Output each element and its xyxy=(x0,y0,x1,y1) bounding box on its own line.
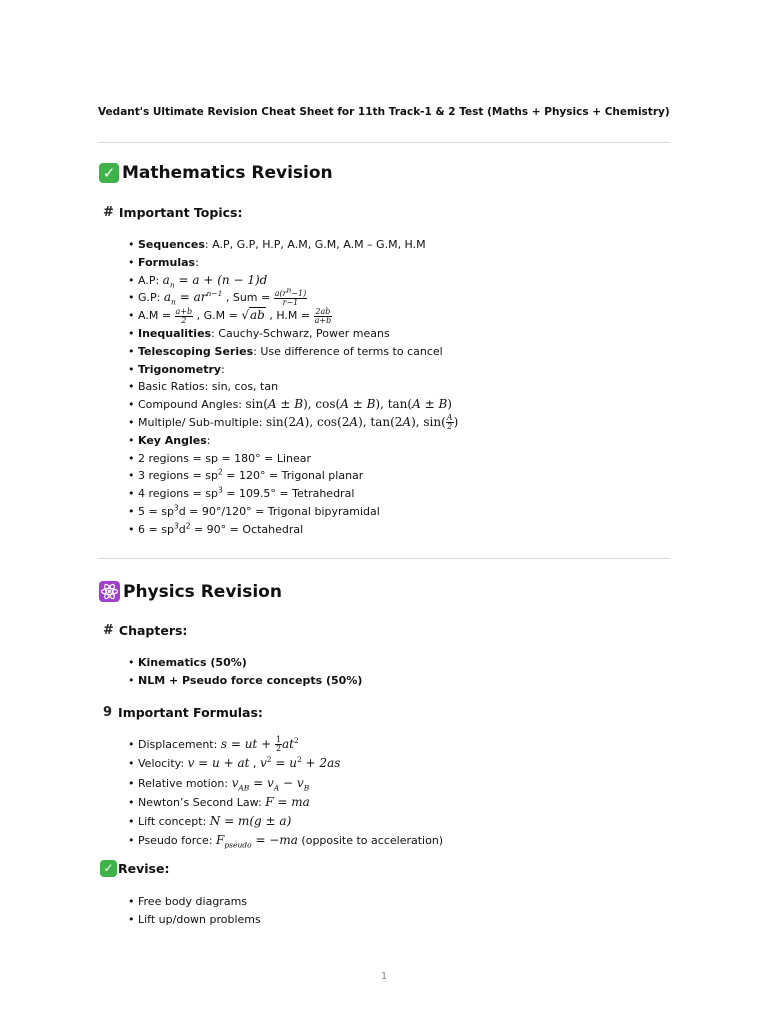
physics-chapters-heading-text: Chapters: xyxy=(118,623,188,638)
pseudo-formula: $F_{pseudo} = -ma$ xyxy=(216,833,298,850)
list-item: • A.P: $a_n = a + (n - 1)d$ xyxy=(128,272,458,290)
revise-heading xyxy=(100,860,169,877)
physics-heading xyxy=(99,581,282,602)
list-item: • Trigonometry: xyxy=(128,361,458,379)
math-topics-heading-text: Important Topics: xyxy=(118,205,243,220)
atom-icon xyxy=(99,581,120,602)
gp-formula: $a_n = ar^{n-1}$ xyxy=(163,289,223,307)
am-fraction: $\frac{a+b}{2}$ xyxy=(175,306,193,325)
math-topics-heading xyxy=(103,205,242,220)
newton-formula: F = ma xyxy=(265,794,310,809)
physics-formulas-heading xyxy=(103,705,263,720)
displacement-formula: s = ut + $\frac{1}{2}$ $at^2$ xyxy=(220,735,299,753)
list-item: • Free body diagrams xyxy=(128,893,261,911)
math-heading xyxy=(99,163,333,183)
list-item: • Sequences: A.P, G.P, H.P, A.M, G.M, A.M – G.M, H.M xyxy=(128,236,458,254)
list-item: • 2 regions = sp = 180° = Linear xyxy=(128,450,458,468)
physics-formulas-heading-text: Important Formulas: xyxy=(118,705,263,720)
document-title: Vedant's Ultimate Revision Cheat Sheet for 11th Track-1 & 2 Test (Maths + Physics + Chemistry) xyxy=(98,106,670,118)
list-item: • NLM + Pseudo force concepts (50%) xyxy=(128,672,362,690)
gm-formula: √ab xyxy=(241,308,265,323)
list-item: • 4 regions = $sp^3 = 109.5^\circ$ = Tetrahedral xyxy=(128,485,458,503)
list-item: • G.P: $a_n = ar^{n-1}$ , Sum = $\frac{a(r^n-1)}{r-1}$ xyxy=(128,289,458,307)
list-item: • Compound Angles: sin(A ± B), cos(A ± B), tan(A ± B) xyxy=(128,396,458,414)
compound-formula: sin(A ± B), cos(A ± B), tan(A ± B) xyxy=(245,397,452,412)
list-item: • Velocity: v = u + at , $v^2 = u^2 + 2as$ xyxy=(128,754,443,773)
list-item: • A.M = $\frac{a+b}{2}$ , G.M = √ab , H.M = $\frac{2ab}{a+b}$ xyxy=(128,307,458,325)
list-item: • Telescoping Series: Use difference of terms to cancel xyxy=(128,343,458,361)
revise-list xyxy=(128,893,261,929)
relative-formula: $v_{AB} = v_A - v_B$ xyxy=(231,775,310,792)
divider xyxy=(98,558,670,559)
hash-icon: # xyxy=(103,623,114,638)
physics-chapters-list xyxy=(128,654,362,690)
page-number: 1 xyxy=(380,971,388,982)
multiple-formula: sin(2A), cos(2A), tan(2A), sin( $\frac{A}{2}$ ) xyxy=(265,412,459,431)
list-item: • Formulas: xyxy=(128,254,458,272)
check-mark-icon: ✓ xyxy=(100,860,117,877)
physics-chapters-heading xyxy=(103,623,187,638)
hash-icon: # xyxy=(103,205,114,220)
list-item: • Pseudo force: $F_{pseudo} = -ma$ (opposite to acceleration) xyxy=(128,831,443,850)
math-heading-text: Mathematics Revision xyxy=(122,163,333,183)
list-item: • 3 regions = $sp^2 = 120^\circ$ = Trigonal planar xyxy=(128,467,458,485)
list-item: • Basic Ratios: sin, cos, tan xyxy=(128,378,458,396)
list-item: • Newton’s Second Law: F = ma xyxy=(128,793,443,812)
velocity-formula-1: v = u + at xyxy=(187,756,250,771)
list-item: • $6 = sp^3d^2 = 90^\circ$ = Octahedral xyxy=(128,521,458,539)
list-item: • Multiple/ Sub-multiple: sin(2A), cos(2A), tan(2A), sin( $\frac{A}{2}$ ) xyxy=(128,414,458,432)
physics-formulas-list xyxy=(128,735,443,851)
hm-fraction: $\frac{2ab}{a+b}$ xyxy=(314,306,332,325)
ap-formula: $a_n = a + (n - 1)d$ xyxy=(162,272,268,289)
list-item: • Relative motion: $v_{AB} = v_A - v_B$ xyxy=(128,774,443,793)
list-item: • Displacement: s = ut + $\frac{1}{2}$ $at^2$ xyxy=(128,735,443,754)
list-item: • Key Angles: xyxy=(128,432,458,450)
list-item: • Kinematics (50%) xyxy=(128,654,362,672)
gp-sum-fraction: $\frac{a(r^n-1)}{r-1}$ xyxy=(274,285,307,307)
check-mark-icon: ✓ xyxy=(99,163,119,183)
physics-heading-text: Physics Revision xyxy=(123,581,282,602)
nine-keycap-icon: 9 xyxy=(103,705,113,720)
list-item: • Lift up/down problems xyxy=(128,911,261,929)
lift-formula: N = m(g ± a) xyxy=(209,814,292,829)
list-item: • Inequalities: Cauchy-Schwarz, Power means xyxy=(128,325,458,343)
list-item: • $5 = sp^3d = 90^\circ/120^\circ$ = Trigonal bipyramidal xyxy=(128,503,458,521)
list-item: • Lift concept: N = m(g ± a) xyxy=(128,812,443,831)
revise-heading-text: Revise: xyxy=(118,861,170,876)
divider xyxy=(98,142,670,143)
math-topics-list xyxy=(128,236,458,539)
velocity-formula-2: $v^2 = u^2 + 2as$ xyxy=(259,755,341,771)
